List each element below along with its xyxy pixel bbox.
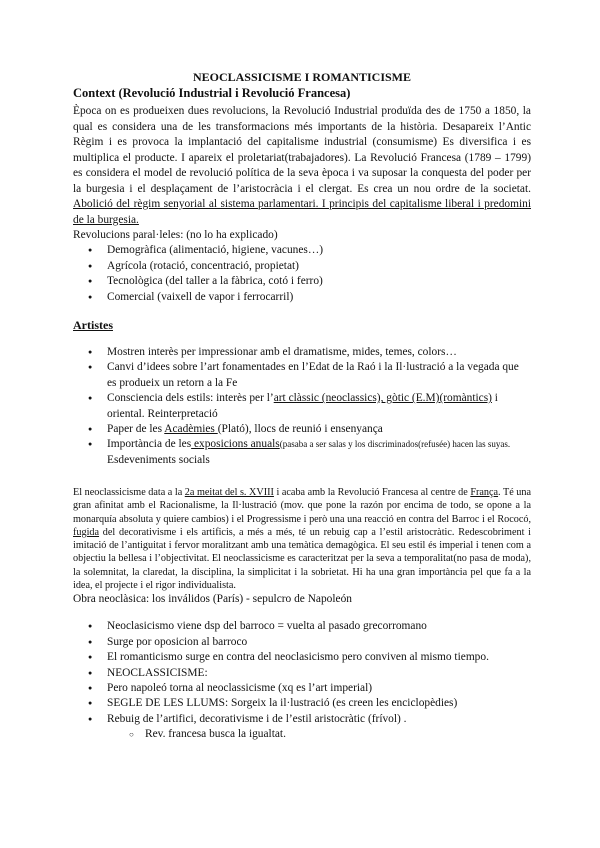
- list-item: ● Neoclasicismo viene dsp del barroco = vuelta al pasado grecorromano: [73, 619, 531, 634]
- list-item: ● Surge por oposicion al barroco: [73, 635, 531, 650]
- context-heading: Context (Revolució Industrial i Revolució Francesa): [73, 86, 351, 100]
- item-text: Esdeveniments socials: [107, 453, 210, 466]
- item-text: Paper de les: [107, 423, 165, 436]
- item-text: Consciencia dels estils: interès per l’: [107, 392, 274, 405]
- list-item: ● El romanticismo surge en contra del neoclasicismo pero conviven al mismo tiempo.: [73, 650, 531, 665]
- para-text: del decorativisme i els artificis, a més a més, té un rebuig cap a l’estil aristocràtic. Redescobriment i imitació de l’antiguitat i fervor moralitzant amb una temàtica demagògica. El seu estil és imperial i tenen com a objectiu la bellesa i l’objectivitat. El neoclassicisme es caracteritzat per la seva a temporalitat(no pasa de moda), la solemnitat, la claredat, la disciplina, la simplicitat i la sobrietat. Hi ha una gran importància pel que fa a la idea, el projecte i el rigor individualista.: [73, 526, 531, 591]
- spacer: [73, 468, 531, 486]
- notes-sublist: [73, 727, 531, 742]
- list-item: [73, 422, 531, 437]
- artists-list: [73, 345, 531, 468]
- list-item: ● Mostren interès per impressionar amb el dramatisme, mides, temes, colors…: [73, 345, 531, 360]
- item-text: (Plató), llocs de reunió i ensenyança: [217, 423, 383, 436]
- list-item: ● SEGLE DE LES LLUMS: Sorgeix la il·lustració (es creen les enciclopèdies): [73, 696, 531, 711]
- spacer: [73, 607, 531, 619]
- document-title: NEOCLASSICISME I ROMANTICISME: [192, 70, 412, 84]
- list-item: ● Tecnològica (del taller a la fàbrica, cotó i ferro): [73, 274, 531, 289]
- item-underlined-text: art clàssic (neoclassics), gòtic (E.M)(romàntics): [273, 392, 492, 405]
- revolutions-intro: Revolucions paral·leles: (no lo ha explicado): [73, 229, 278, 241]
- list-item: ● Rebuig de l’artifici, decorativisme i de l’estil aristocràtic (frívol) .: [73, 712, 531, 727]
- item-underlined-text: Acadèmies: [164, 423, 218, 436]
- neoclassicism-paragraph: [73, 486, 531, 592]
- para-text: El neoclassicisme data a la: [73, 487, 185, 499]
- list-item: ● Comercial (vaixell de vapor i ferrocarril): [73, 290, 531, 305]
- item-text: Importància de les: [107, 438, 192, 451]
- context-paragraph: [73, 104, 531, 228]
- obra-line: Obra neoclàsica: los inválidos (París) - sepulcro de Napoleón: [73, 592, 352, 605]
- notes-list: [73, 619, 531, 727]
- artists-heading: Artistes: [73, 318, 113, 333]
- revolutions-list: [73, 243, 531, 305]
- para-underlined-text: 2a meitat del s. XVIII: [184, 487, 274, 499]
- para-text: . Té una gran afinitat amb el Racionalisme, la Il·lustració (mov. que pone la razón por encima de todo, se opone a la monarquía absoluta y quiere cambios) i el Progressisme i però una una reacció en contra del Barroc i el Rococó,: [73, 487, 531, 525]
- context-text: Època on es produeixen dues revolucions, la Revolució Industrial produïda des de 1750 a 1850, la qual es considera una de les transformacions més importants de la història. Desapareix l’Antic Règim i es provoca la implantació del capitalisme industrial (consumisme) Es diversifica i es multiplica el producte. I apareix el proletariat(trabajadores). La Revolució Francesa (1789 – 1799) es considera el model de revolució política de la seva època i va suposar la conquesta del poder per la burgesia i el desplaçament de l’aristocràcia i el clergat. Es crea un nou ordre de la societat.: [73, 105, 531, 195]
- list-item: [73, 437, 531, 468]
- list-item: ● Pero napoleó torna al neoclassicisme (xq es l’art imperial): [73, 681, 531, 696]
- list-item: ● Canvi d’idees sobre l’art fonamentades en l’Edat de la Raó i la Il·lustració a la vegada que es produeix un retorn a la Fe: [73, 360, 531, 391]
- list-item: ● Agrícola (rotació, concentració, propietat): [73, 259, 531, 274]
- item-underlined-text: exposicions anuals: [191, 438, 280, 451]
- list-item: [73, 391, 531, 422]
- sub-list-item: ○ Rev. francesa busca la igualtat.: [73, 727, 531, 742]
- context-underlined-text: Abolició del règim senyorial al sistema parlamentari. I principis del capitalisme liberal i predomini de la burgesia.: [73, 198, 531, 226]
- item-small-text: (pasaba a ser salas y los discriminados(refusée) hacen las suyas.: [279, 439, 511, 450]
- item-text: i oriental. Reinterpretació: [107, 392, 498, 420]
- para-text: i acaba amb la Revolució Francesa al centre de: [273, 487, 471, 499]
- para-underlined-text: França: [470, 487, 499, 499]
- list-item: ● NEOCLASSICISME:: [73, 666, 531, 681]
- list-item: ● Demogràfica (alimentació, higiene, vacunes…): [73, 243, 531, 258]
- document-page: [73, 70, 531, 743]
- para-underlined-text: fugida: [73, 526, 100, 538]
